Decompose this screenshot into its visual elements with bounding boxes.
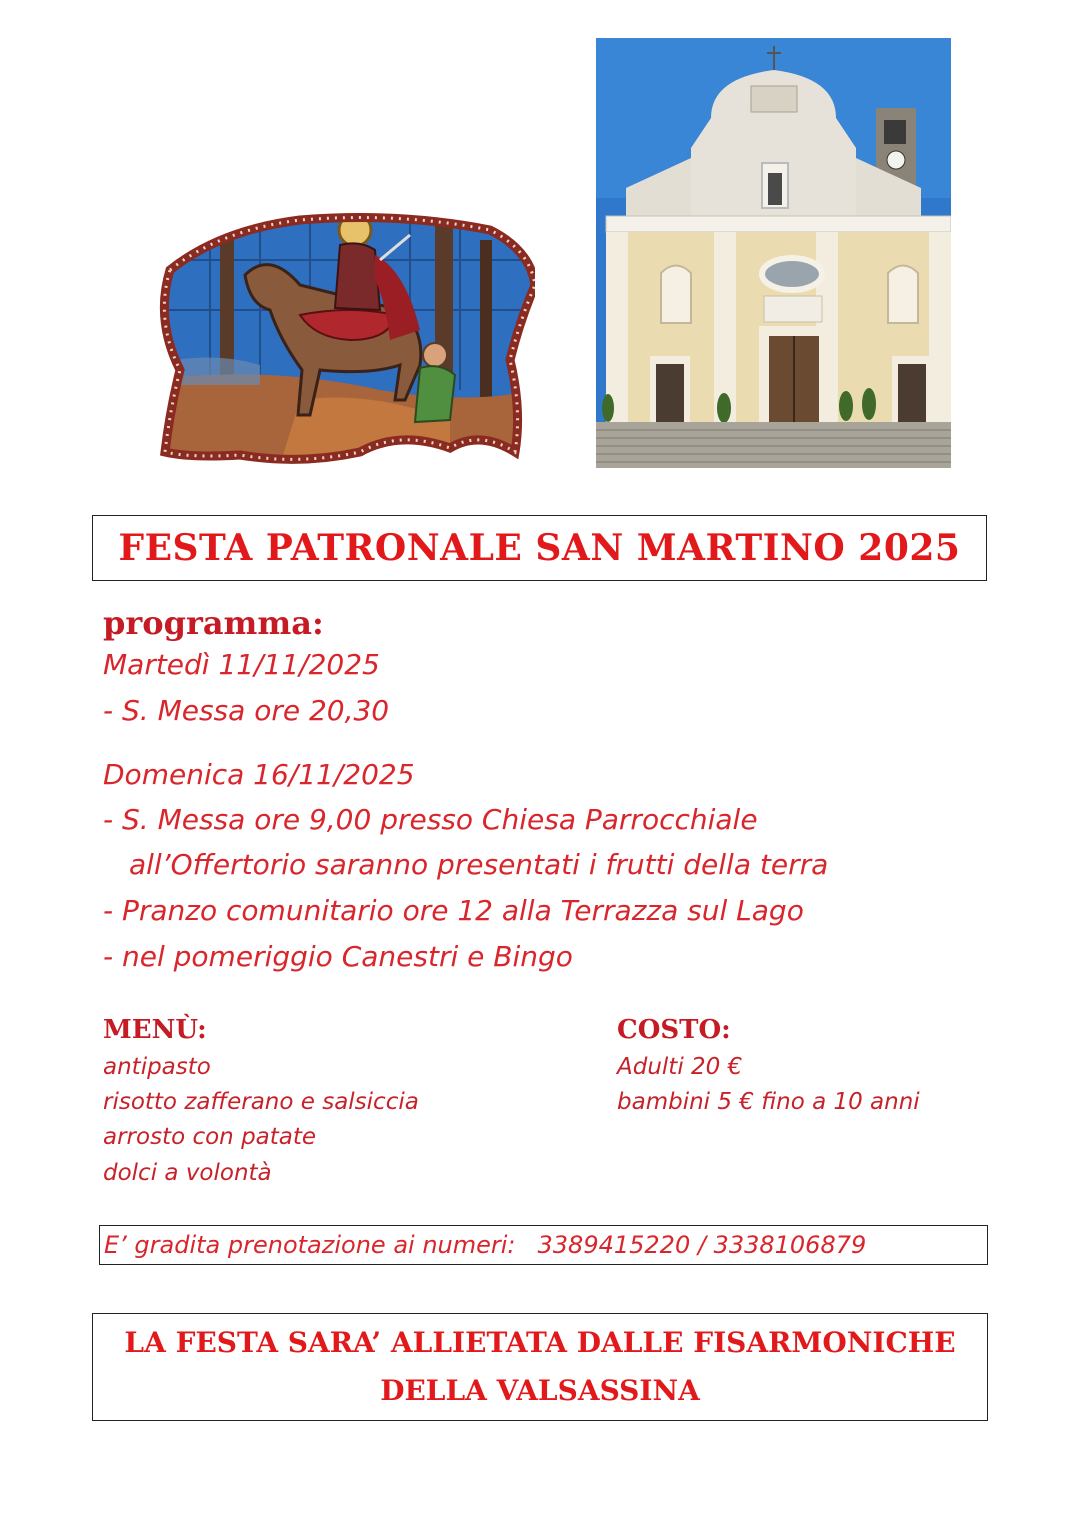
day1-item-mass: - S. Messa ore 20,30 xyxy=(103,694,390,727)
church-facade-photo xyxy=(596,38,951,468)
day1-date: Martedì 11/11/2025 xyxy=(103,648,380,681)
price-adults: Adulti 20 € xyxy=(617,1054,743,1080)
price-children: bambini 5 € fino a 10 anni xyxy=(617,1089,920,1115)
programma-heading: programma: xyxy=(103,604,324,642)
san-martino-stained-glass-image xyxy=(150,190,535,465)
booking-label: E’ gradita prenotazione ai numeri: xyxy=(104,1231,516,1259)
event-title: FESTA PATRONALE SAN MARTINO 2025 xyxy=(118,527,961,569)
day2-item-lunch: - Pranzo comunitario ore 12 alla Terrazza sul Lago xyxy=(103,894,804,927)
day2-item-offertory: all’Offertorio saranno presentati i frutti della terra xyxy=(129,848,829,881)
closing-line-2: DELLA VALSASSINA xyxy=(380,1374,700,1407)
booking-box xyxy=(99,1225,988,1265)
closing-box xyxy=(92,1313,988,1421)
menu-item: dolci a volontà xyxy=(103,1160,272,1186)
costo-heading: COSTO: xyxy=(617,1015,731,1045)
menu-heading: MENÙ: xyxy=(103,1015,207,1045)
booking-phone-numbers: 3389415220 / 3338106879 xyxy=(537,1231,867,1259)
menu-item: antipasto xyxy=(103,1054,211,1080)
day2-item-mass: - S. Messa ore 9,00 presso Chiesa Parrocchiale xyxy=(103,803,758,836)
menu-item: arrosto con patate xyxy=(103,1124,317,1150)
closing-line-1: LA FESTA SARA’ ALLIETATA DALLE FISARMONICHE xyxy=(124,1326,956,1359)
day2-item-afternoon: - nel pomeriggio Canestri e Bingo xyxy=(103,940,573,973)
title-box xyxy=(92,515,987,581)
menu-item: risotto zafferano e salsiccia xyxy=(103,1089,419,1115)
day2-date: Domenica 16/11/2025 xyxy=(103,758,415,791)
